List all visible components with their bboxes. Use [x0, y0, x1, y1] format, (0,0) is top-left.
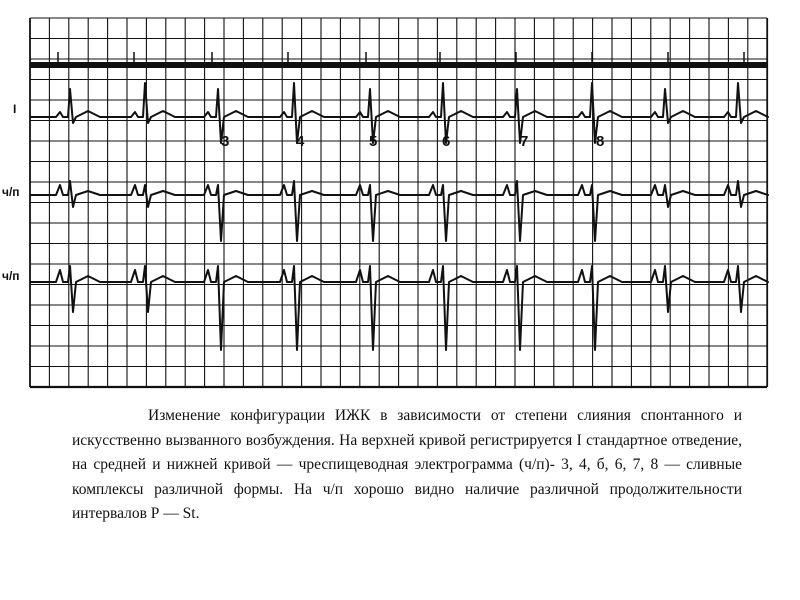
complex-number-6: 6 [442, 133, 451, 150]
timing-bar [30, 62, 767, 68]
complex-number-3: 3 [221, 133, 230, 150]
complex-number-4: 4 [296, 133, 305, 150]
complex-number-5: 5 [369, 133, 378, 150]
lead-label-i: I [13, 102, 17, 116]
complex-number-8: 8 [596, 133, 605, 150]
complex-number-7: 7 [520, 133, 529, 150]
figure-caption: Изменение конфигурации ИЖК в зависимости от степени слияния спонтанного и искусственно вызванного возбуждения. На верхней кривой регистрируется I стандартное отведение, на средней и нижней кривой — чреспищеводная электрограмма (ч/п)- 3, 4, б, 6, 7, 8 — сливные комплексы различной формы. На ч/п хорошо видно наличие различной продолжительности интервалов Р — St. [72, 407, 742, 523]
lead-label-ep-bottom: ч/п [2, 269, 20, 283]
lead-label-ep-middle: ч/п [2, 185, 20, 199]
ecg-grid [30, 18, 767, 387]
timing-ticks [58, 52, 744, 62]
